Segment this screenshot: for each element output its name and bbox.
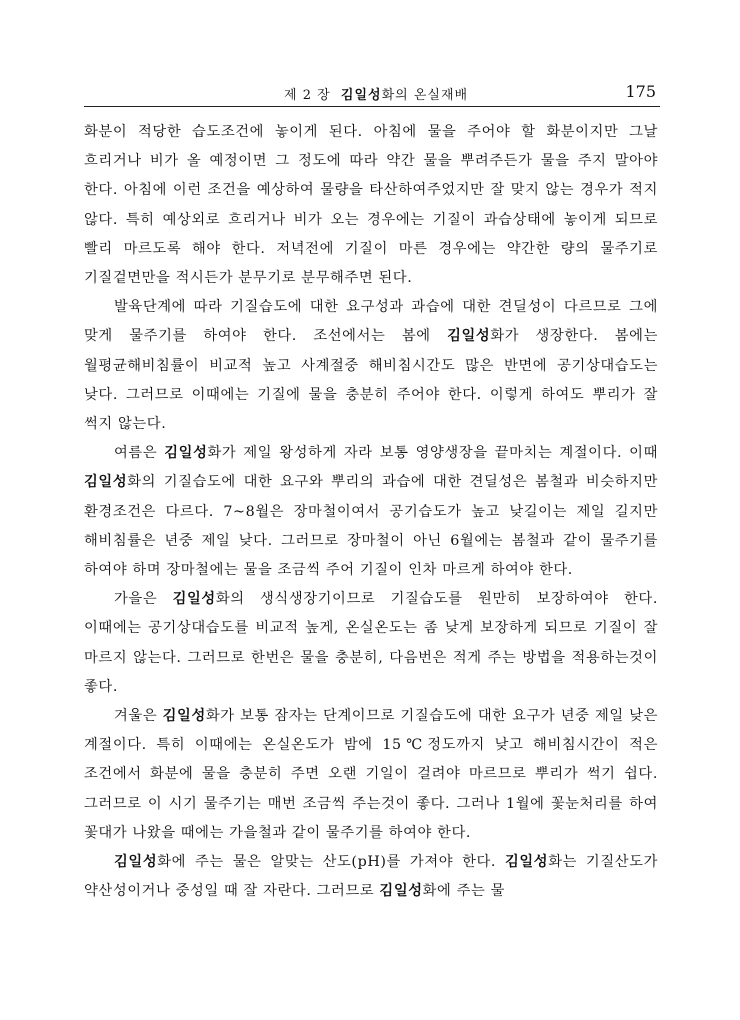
bold-name-text: 김일성 xyxy=(164,445,208,462)
paragraph-text: 여름은 xyxy=(114,445,165,462)
paragraph-text: 화가 생장한다. 봄에는 월평균해비침률이 비교적 높고 사계절중 해비침시간도 많은 반면에 공기상대습도는 낮다. 그러므로 이때에는 기질에 물을 충분히 주어야 한다. 이렇게 하여도 뿌리가 잘 썩지 않는다. xyxy=(84,328,658,433)
bold-name-text: 김일성 xyxy=(84,474,128,491)
paragraph-text: 화분이 적당한 습도조건에 놓이게 된다. 아침에 물을 주어야 할 화분이지만 그날 흐리거나 비가 올 예정이면 그 정도에 따라 약간 물을 뿌려주든가 물을 주지 말아야 한다. 아침에 이런 조건을 예상하여 물량을 타산하여주었지만 잘 맞지 않는 경우가 적지 않다. 특히 예상외로 흐리거나 비가 오는 경우에는 기질이 과습상태에 놓이게 되므로 빨리 마르도록 해야 한다. 저녁전에 기질이 마른 경우에는 약간한 량의 물주기로 기질겉면만을 적시든가 분무기로 분무해주면 된다. xyxy=(84,124,658,287)
paragraph xyxy=(84,439,658,585)
paragraph xyxy=(84,293,658,439)
paragraph xyxy=(84,848,658,906)
header-title-rest: 화의 온실재배 xyxy=(381,88,469,103)
bold-name-text: 김일성 xyxy=(114,854,158,871)
paragraph-text: 가을은 xyxy=(114,591,173,608)
body-text xyxy=(84,118,658,906)
paragraph xyxy=(84,585,658,702)
paragraph-text: 화는 기질산도가 약산성이거나 중성일 때 잘 자란다. 그러므로 xyxy=(84,854,658,900)
paragraph-text: 화가 제일 왕성하게 자라 보통 영양생장을 끝마치는 계절이다. 이때 xyxy=(207,445,658,462)
paragraph-text: 화의 생식생장기이므로 기질습도를 원만히 보장하여야 한다. 이때에는 공기상대습도를 비교적 높게, 온실온도는 좀 낮게 보장하게 되므로 기질이 잘 마르지 않는다. 그러므로 한번은 물을 충분히, 다음번은 적게 주는 방법을 적용하는것이 좋다. xyxy=(84,591,658,695)
bold-name-text: 김일성 xyxy=(172,591,216,608)
running-header xyxy=(84,82,660,107)
page-number: 175 xyxy=(625,82,656,101)
bold-name-text: 김일성 xyxy=(447,328,491,345)
paragraph-text: 화가 보통 잠자는 단계이므로 기질습도에 대한 요구가 년중 제일 낮은 계절이다. 특히 이때에는 온실온도가 밤에 15℃정도까지 낮고 해비침시간이 적은 조건에서 화분에 물을 충분히 주면 오랜 기일이 걸려야 마르므로 뿌리가 썩기 쉽다. 그러므로 이 시기 물주기는 매번 조금씩 주는것이 좋다. 그러나 1월에 꽃눈처리를 하여 꽃대가 나왔을 때에는 가을철과 같이 물주기를 하여야 한다. xyxy=(84,708,658,841)
paragraph xyxy=(84,702,658,848)
paragraph xyxy=(84,118,658,293)
paragraph-text: 화에 주는 물 xyxy=(422,883,505,900)
paragraph-text: 발육단계에 따라 기질습도에 대한 요구성과 과습에 대한 견딜성이 다르므로 그에 맞게 물주기를 하여야 한다. 조선에서는 봄에 xyxy=(84,299,658,345)
paragraph-text: 화에 주는 물은 알맞는 산도(pH)를 가져야 한다. xyxy=(157,854,505,871)
bold-name-text: 김일성 xyxy=(504,854,549,871)
paragraph-text: 화의 기질습도에 대한 요구와 뿌리의 과습에 대한 견딜성은 봄철과 비슷하지만 환경조건은 다르다. 7~8월은 장마철이여서 공기습도가 높고 낮길이는 제일 길지만 해비침률은 년중 제일 낮다. 그러므로 장마철이 아닌 6월에는 봄철과 같이 물주기를 하여야 하며 장마철에는 물을 조금씩 주어 기질이 인차 마르게 하여야 한다. xyxy=(84,474,658,579)
header-title xyxy=(284,84,468,103)
paragraph-text: 겨울은 xyxy=(114,708,163,725)
bold-name-text: 김일성 xyxy=(379,883,423,900)
bold-name-text: 김일성 xyxy=(162,708,206,725)
header-name-bold: 김일성 xyxy=(340,88,382,103)
header-chapter: 제 2 장 xyxy=(284,88,331,103)
